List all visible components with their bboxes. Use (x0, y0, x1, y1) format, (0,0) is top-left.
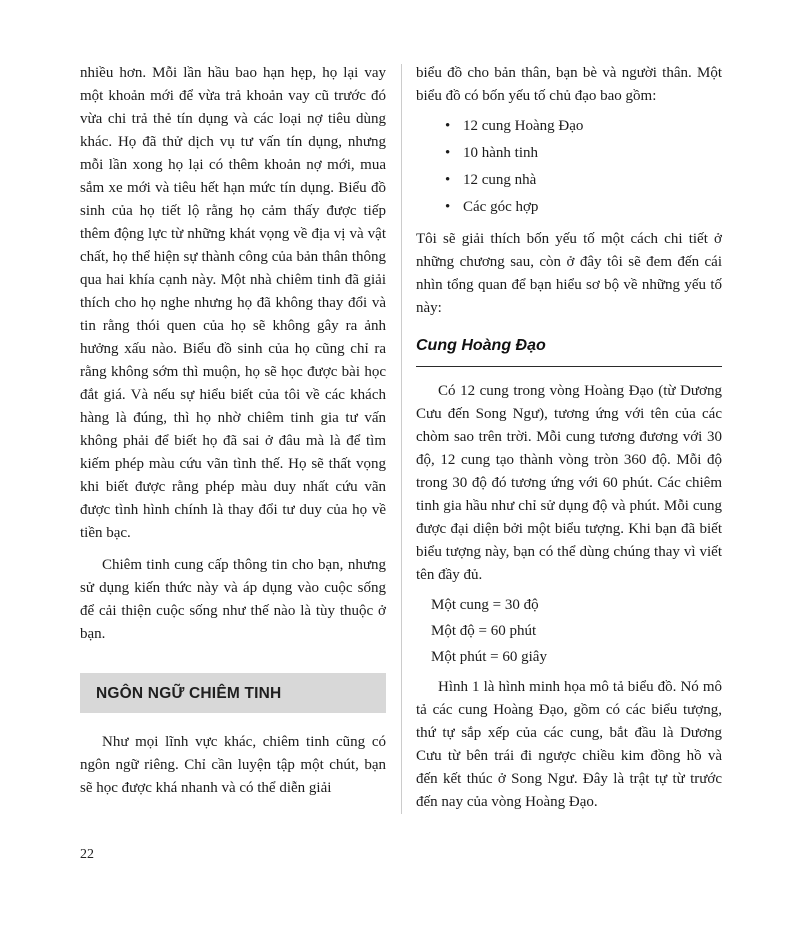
left-column (80, 62, 386, 814)
equation-line: Một độ = 60 phút (431, 623, 537, 639)
equation-line: Một phút = 60 giây (431, 649, 547, 665)
two-column-layout (80, 62, 722, 814)
list-item: • Các góc hợp (440, 196, 722, 219)
paragraph: Hình 1 là hình minh họa mô tả biểu đồ. Nó mô tả các cung Hoàng Đạo, gồm có các biểu tượng, thứ tự sắp xếp của các cung, bắt đầu là Dương Cưu từ bên trái đi ngược chiều kim đồng hồ và đến kết thúc ở Song Ngư. Đây là trật tự từ trước đến nay của vòng Hoàng Đạo. (416, 679, 722, 810)
equation-line: Một cung = 30 độ (431, 597, 539, 613)
bullet-list (440, 115, 722, 219)
paragraph: Có 12 cung trong vòng Hoàng Đạo (từ Dương Cưu đến Song Ngư), tương ứng với tên của các chòm sao trên trời. Mỗi cung tương đương với 30 độ, 12 cung tạo thành vòng tròn 360 độ. Mỗi độ trong 30 độ đó tương ứng với 60 phút. Các chiêm tinh gia hầu như chỉ sử dụng độ và phút. Mỗi cung được đại diện bởi một biểu tượng. Khi bạn đã biết biểu tượng này, bạn có thể dùng chúng thay vì viết tên đầy đủ. (416, 383, 722, 583)
subsection-heading: Cung Hoàng Đạo (416, 324, 722, 367)
right-column (416, 62, 722, 814)
section-heading-bar: NGÔN NGỮ CHIÊM TINH (80, 673, 386, 713)
paragraph: Tôi sẽ giải thích bốn yếu tố một cách chi tiết ở những chương sau, còn ở đây tôi sẽ đem đến cái nhìn tổng quan để bạn hiểu sơ bộ về những yếu tố này: (416, 231, 722, 316)
paragraph-continuation: biểu đồ cho bản thân, bạn bè và người thân. Một biểu đồ có bốn yếu tố chủ đạo bao gồm: (416, 65, 722, 104)
list-item: • 12 cung nhà (440, 169, 722, 192)
page-number: 22 (80, 847, 94, 862)
paragraph: Như mọi lĩnh vực khác, chiêm tinh cũng có ngôn ngữ riêng. Chỉ cần luyện tập một chút, bạn sẽ học được khá nhanh và có thể diễn giải (80, 734, 386, 796)
list-item: • 10 hành tinh (440, 142, 722, 165)
paragraph-continuation: nhiều hơn. Mỗi lần hầu bao hạn hẹp, họ lại vay một khoản mới để vừa trả khoản vay cũ trước đó vừa chi trả thẻ tín dụng và các loại nợ tiêu dùng khác. Họ đã thử dịch vụ tư vấn tín dụng, nhưng mỗi lần xong họ lại có thêm khoản nợ mới, mua sắm xe mới và tiêu hết hạn mức tín dụng. Biểu đồ sinh của họ tiết lộ rằng họ cảm thấy được tiếp thêm động lực từ những khát vọng về địa vị và vật chất, họ thể hiện sự thành công của bản thân thông qua hai khía cạnh này. Một nhà chiêm tinh đã giải thích cho họ nghe nhưng họ đã không thay đổi và tin rằng thói quen của họ sẽ không gây ra ảnh hưởng xấu nào. Biểu đồ sinh của họ cũng chỉ ra rằng không sớm thì muộn, họ sẽ học được bài học đắt giá. Và nếu sự hiểu biết của tôi về các khách hàng là đúng, thì họ nhờ chiêm tinh gia tư vấn không phải để biết họ đã sai ở đâu mà là để tìm kiếm phép màu cứu vãn tình thế. Họ sẽ thất vọng khi biết được rằng phép màu duy nhất cứu vãn được tình hình chính là thay đổi tư duy của họ về tiền bạc. (80, 65, 386, 541)
paragraph: Chiêm tinh cung cấp thông tin cho bạn, nhưng sử dụng kiến thức này và áp dụng vào cuộc sống để cải thiện cuộc sống như thế nào là tùy thuộc ở bạn. (80, 557, 386, 642)
equation-group (416, 594, 722, 669)
column-divider (401, 64, 402, 814)
list-item: • 12 cung Hoàng Đạo (440, 115, 722, 138)
